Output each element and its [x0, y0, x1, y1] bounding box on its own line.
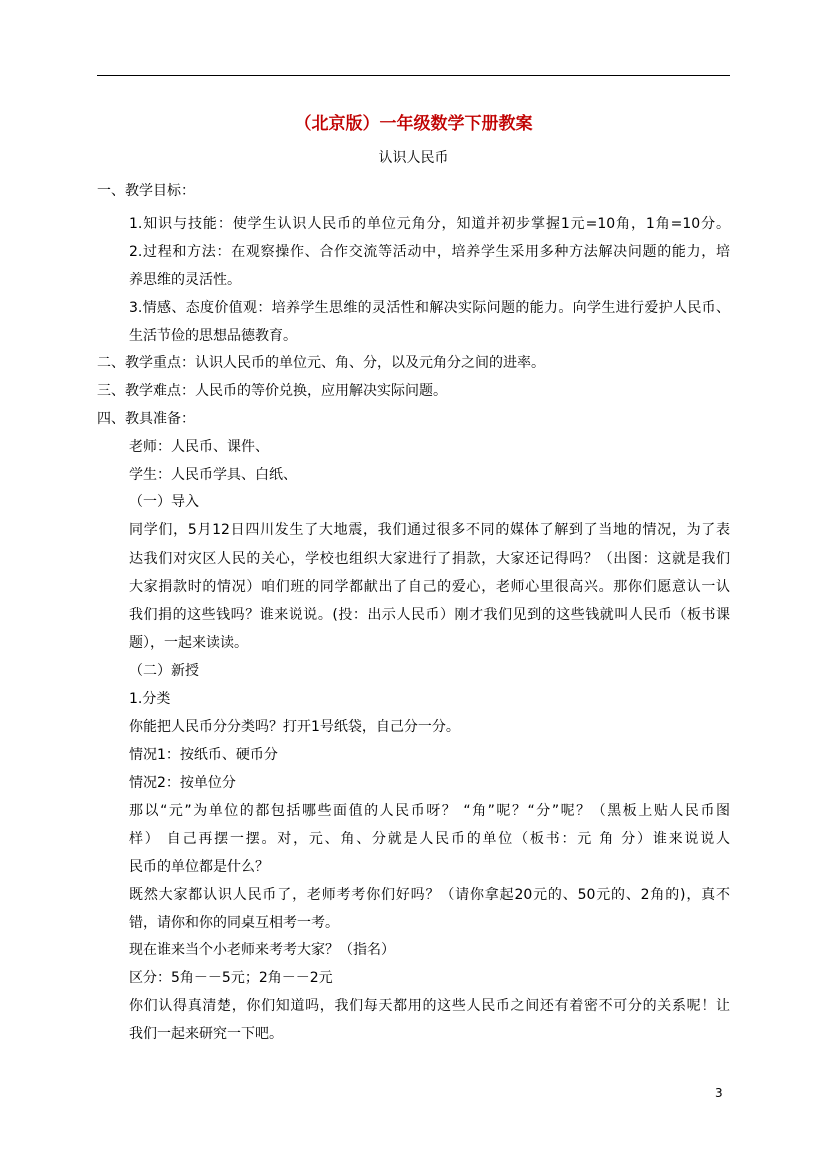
closing-paragraph-line2: 我们一起来研究一下吧。: [129, 1026, 283, 1042]
section-key-points: 二、教学重点：认识人民币的单位元、角、分，以及元角分之间的进率。: [97, 355, 545, 371]
materials-student: 学生：人民币学具、白纸、: [129, 467, 297, 483]
unit-paragraph-line2: 样） 自己再摆一摆。对，元、角、分就是人民币的单位（板书：元 角 分）谁来说说人: [129, 831, 730, 847]
intro-paragraph-line5: 题），一起来读读。: [129, 635, 248, 651]
intro-paragraph-line2: 达我们对灾区人民的关心，学校也组织大家进行了捐款，大家还记得吗？（出图：这就是我们: [129, 551, 730, 567]
mini-teacher-line: 现在谁来当个小老师来考考大家？（指名）: [129, 942, 395, 958]
document-title: （北京版）一年级数学下册教案: [294, 114, 533, 134]
objective-process-line1: 2.过程和方法：在观察操作、合作交流等活动中，培养学生采用多种方法解决问题的能力，培: [129, 244, 730, 260]
part-heading-new-lesson: （二）新授: [129, 663, 199, 679]
unit-paragraph-line3: 民币的单位都是什么？: [129, 859, 269, 875]
section-difficulties: 三、教学难点：人民币的等价兑换，应用解决实际问题。: [97, 383, 447, 399]
closing-paragraph-line1: 你们认得真清楚，你们知道吗，我们每天都用的这些人民币之间还有着密不可分的关系呢！让: [129, 998, 730, 1014]
objective-process-line2: 养思维的灵活性。: [129, 272, 241, 288]
section-heading-materials: 四、教具准备：: [97, 411, 195, 427]
case-one: 情况1：按纸币、硬币分: [129, 747, 278, 763]
section-heading-objectives: 一、教学目标：: [97, 183, 195, 199]
case-two: 情况2：按单位分: [129, 775, 236, 791]
classify-question: 你能把人民币分分类吗？打开1号纸袋，自己分一分。: [129, 719, 460, 735]
step-classify: 1.分类: [129, 691, 171, 707]
objective-knowledge: 1.知识与技能：使学生认识人民币的单位元角分，知道并初步掌握1元=10角，1角=10分。: [129, 216, 730, 232]
objective-attitude-line1: 3.情感、态度价值观：培养学生思维的灵活性和解决实际问题的能力。向学生进行爱护人民币、: [129, 300, 730, 316]
intro-paragraph-line3: 大家捐款时的情况）咱们班的同学都献出了自己的爱心，老师心里很高兴。那你们愿意认一认: [129, 579, 730, 595]
test-paragraph-line1: 既然大家都认识人民币了，老师考考你们好吗？（请你拿起20元的、50元的、2角的)，真不: [129, 887, 730, 903]
intro-paragraph-line1: 同学们，5月12日四川发生了大地震，我们通过很多不同的媒体了解到了当地的情况，为了表: [129, 522, 730, 538]
page-number: 3: [715, 1086, 723, 1100]
intro-paragraph-line4: 我们捐的这些钱吗？谁来说说。(投：出示人民币）刚才我们见到的这些钱就叫人民币（板书课: [129, 607, 730, 623]
distinguish-line: 区分：5角－－5元；2角－－2元: [129, 970, 333, 986]
lesson-subtitle: 认识人民币: [378, 150, 449, 166]
objective-attitude-line2: 生活节俭的思想品德教育。: [129, 328, 297, 344]
unit-paragraph-line1: 那以“元”为单位的都包括哪些面值的人民币呀？ “角”呢？“分”呢？（黑板上贴人民币图: [129, 803, 730, 819]
header-rule: [97, 75, 730, 76]
materials-teacher: 老师：人民币、课件、: [129, 439, 269, 455]
test-paragraph-line2: 错，请你和你的同桌互相考一考。: [129, 915, 339, 931]
part-heading-intro: （一）导入: [129, 494, 199, 510]
